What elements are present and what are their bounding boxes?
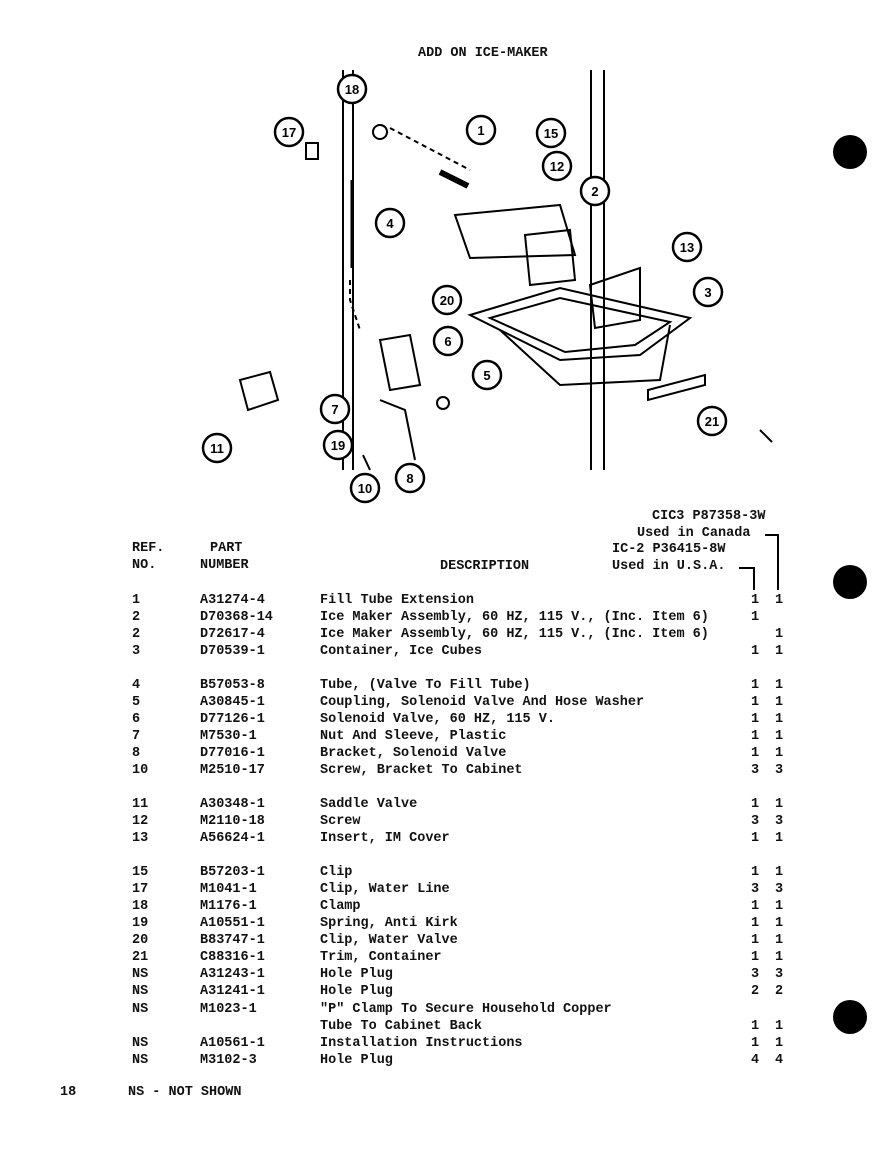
qty-canada: 4 [775,1053,784,1068]
table-row [0,796,896,813]
qty-usa: 1 [751,933,760,948]
part-number: A31274-4 [200,593,265,608]
qty-usa: 1 [751,746,760,761]
part-number: A30348-1 [200,797,265,812]
part-description: Spring, Anti Kirk [320,916,458,931]
ref-number: 12 [132,814,149,829]
ref-number: NS [132,1036,149,1051]
part-number: M1041-1 [200,882,257,897]
ref-number: 1 [132,593,141,608]
part-description: Clamp [320,899,361,914]
qty-canada: 1 [775,746,784,761]
not-shown-legend: NS - NOT SHOWN [128,1085,242,1100]
qty-canada: 1 [775,916,784,931]
ref-number: 19 [132,916,149,931]
callout-number: 1 [477,123,485,138]
table-row [0,983,896,1000]
part-description: Tube To Cabinet Back [320,1019,483,1034]
table-row [0,881,896,898]
callout-number: 7 [331,402,339,417]
part-number: A31243-1 [200,967,265,982]
part-number: M2510-17 [200,763,265,778]
ref-number: NS [132,1053,149,1068]
qty-canada: 1 [775,593,784,608]
ref-number: NS [132,1002,149,1017]
ref-number: 21 [132,950,149,965]
qty-canada: 3 [775,882,784,897]
part-description: Container, Ice Cubes [320,644,483,659]
ref-header: NO. [132,558,157,573]
part-description: Ice Maker Assembly, 60 HZ, 115 V., (Inc. Item 6) [320,610,709,625]
part-number: B83747-1 [200,933,265,948]
callout-number: 18 [344,82,360,97]
table-row [0,915,896,932]
qty-canada: 1 [775,1019,784,1034]
table-row [0,1018,896,1035]
qty-usa: 1 [751,1036,760,1051]
table-row [0,711,896,728]
callout-number: 13 [679,240,695,255]
qty-usa: 1 [751,712,760,727]
table-row [0,1001,896,1018]
qty-usa: 1 [751,916,760,931]
part-header: NUMBER [200,558,249,573]
part-description: "P" Clamp To Secure Household Copper [320,1002,612,1017]
qty-canada: 1 [775,644,784,659]
qty-usa: 3 [751,814,760,829]
exploded-parts-diagram [0,0,896,520]
qty-usa: 3 [751,967,760,982]
part-number: C88316-1 [200,950,265,965]
qty-usa: 1 [751,865,760,880]
qty-usa: 1 [751,899,760,914]
qty-canada: 1 [775,712,784,727]
part-number: B57053-8 [200,678,265,693]
part-description: Screw, Bracket To Cabinet [320,763,523,778]
description-header: DESCRIPTION [440,559,530,574]
table-row [0,898,896,915]
callout-number: 5 [483,368,491,383]
qty-usa: 1 [751,678,760,693]
table-row [0,609,896,626]
part-number: M3102-3 [200,1053,257,1068]
ref-number: 2 [132,610,141,625]
table-row [0,643,896,660]
part-description: Fill Tube Extension [320,593,474,608]
callout-number: 17 [281,125,297,140]
part-description: Saddle Valve [320,797,418,812]
qty-canada: 1 [775,695,784,710]
part-description: Trim, Container [320,950,442,965]
table-row [0,694,896,711]
part-number: M1176-1 [200,899,257,914]
qty-usa: 1 [751,831,760,846]
page-number: 18 [60,1085,77,1100]
part-description: Clip, Water Valve [320,933,458,948]
table-row [0,626,896,643]
part-description: Tube, (Valve To Fill Tube) [320,678,531,693]
part-number: D70368-14 [200,610,273,625]
part-number: D72617-4 [200,627,265,642]
ref-number: 5 [132,695,141,710]
table-row [0,813,896,830]
ref-number: NS [132,967,149,982]
table-row [0,677,896,694]
ref-number: 8 [132,746,141,761]
usa-model: IC-2 P36415-8W [612,542,726,557]
part-number: A10551-1 [200,916,265,931]
usa-bracket-line [753,567,755,590]
part-description: Insert, IM Cover [320,831,450,846]
qty-canada: 1 [775,865,784,880]
table-row [0,745,896,762]
qty-canada: 1 [775,1036,784,1051]
qty-usa: 1 [751,729,760,744]
table-row [0,830,896,847]
qty-canada: 3 [775,763,784,778]
part-description: Screw [320,814,361,829]
callout-number: 11 [210,441,224,456]
part-number: M2110-18 [200,814,265,829]
part-number: A31241-1 [200,984,265,999]
part-description: Hole Plug [320,967,393,982]
table-row [0,966,896,983]
ref-number: 20 [132,933,149,948]
binder-hole-icon [833,135,867,169]
callout-number: 2 [591,184,599,199]
callout-number: 8 [406,471,414,486]
qty-canada: 1 [775,797,784,812]
qty-usa: 1 [751,797,760,812]
qty-canada: 1 [775,933,784,948]
qty-usa: 1 [751,610,760,625]
callout-number: 20 [439,293,455,308]
usa-label: Used in U.S.A. [612,559,726,574]
part-description: Nut And Sleeve, Plastic [320,729,507,744]
part-description: Hole Plug [320,1053,393,1068]
part-number: A30845-1 [200,695,265,710]
table-row [0,932,896,949]
qty-usa: 4 [751,1053,760,1068]
qty-canada: 1 [775,950,784,965]
ref-number: 13 [132,831,149,846]
part-number: D77016-1 [200,746,265,761]
part-description: Bracket, Solenoid Valve [320,746,507,761]
table-row [0,1035,896,1052]
part-description: Hole Plug [320,984,393,999]
ref-number: 15 [132,865,149,880]
ref-number: 2 [132,627,141,642]
table-row [0,949,896,966]
ref-number: 17 [132,882,149,897]
qty-canada: 1 [775,678,784,693]
part-number: M7530-1 [200,729,257,744]
part-description: Solenoid Valve, 60 HZ, 115 V. [320,712,555,727]
ref-number: 11 [132,797,149,812]
qty-usa: 3 [751,882,760,897]
qty-canada: 1 [775,729,784,744]
qty-canada: 3 [775,814,784,829]
callout-number: 10 [357,481,373,496]
ref-number: 6 [132,712,141,727]
qty-canada: 1 [775,627,784,642]
qty-usa: 1 [751,695,760,710]
qty-usa: 2 [751,984,760,999]
table-row [0,592,896,609]
ref-number: 3 [132,644,141,659]
ref-number: 4 [132,678,141,693]
table-row [0,864,896,881]
ref-number: NS [132,984,149,999]
qty-canada: 1 [775,831,784,846]
canada-model: CIC3 P87358-3W [652,509,766,524]
part-description: Clip [320,865,353,880]
callout-number: 3 [704,285,712,300]
part-number: A10561-1 [200,1036,265,1051]
part-number: D77126-1 [200,712,265,727]
callout-number: 15 [543,126,559,141]
part-number: B57203-1 [200,865,265,880]
qty-canada: 1 [775,899,784,914]
callout-number: 6 [444,334,452,349]
qty-usa: 1 [751,593,760,608]
qty-usa: 3 [751,763,760,778]
ref-number: 10 [132,763,149,778]
part-description: Coupling, Solenoid Valve And Hose Washer [320,695,645,710]
part-number: M1023-1 [200,1002,257,1017]
part-description: Clip, Water Line [320,882,450,897]
qty-canada: 2 [775,984,784,999]
part-description: Ice Maker Assembly, 60 HZ, 115 V., (Inc. Item 6) [320,627,709,642]
part-description: Installation Instructions [320,1036,523,1051]
qty-usa: 1 [751,1019,760,1034]
callout-number: 19 [330,438,346,453]
table-row [0,762,896,779]
qty-canada: 3 [775,967,784,982]
canada-label: Used in Canada [637,526,751,541]
part-header: PART [210,541,243,556]
callout-number: 21 [704,414,720,429]
ref-header: REF. [132,541,165,556]
qty-usa: 1 [751,950,760,965]
table-row [0,728,896,745]
callout-number: 12 [549,159,565,174]
ref-number: 7 [132,729,141,744]
table-row [0,1052,896,1069]
part-number: A56624-1 [200,831,265,846]
callout-number: 4 [386,216,394,231]
canada-bracket-line [777,534,779,590]
qty-usa: 1 [751,644,760,659]
part-number: D70539-1 [200,644,265,659]
page-title: ADD ON ICE-MAKER [418,46,548,61]
ref-number: 18 [132,899,149,914]
